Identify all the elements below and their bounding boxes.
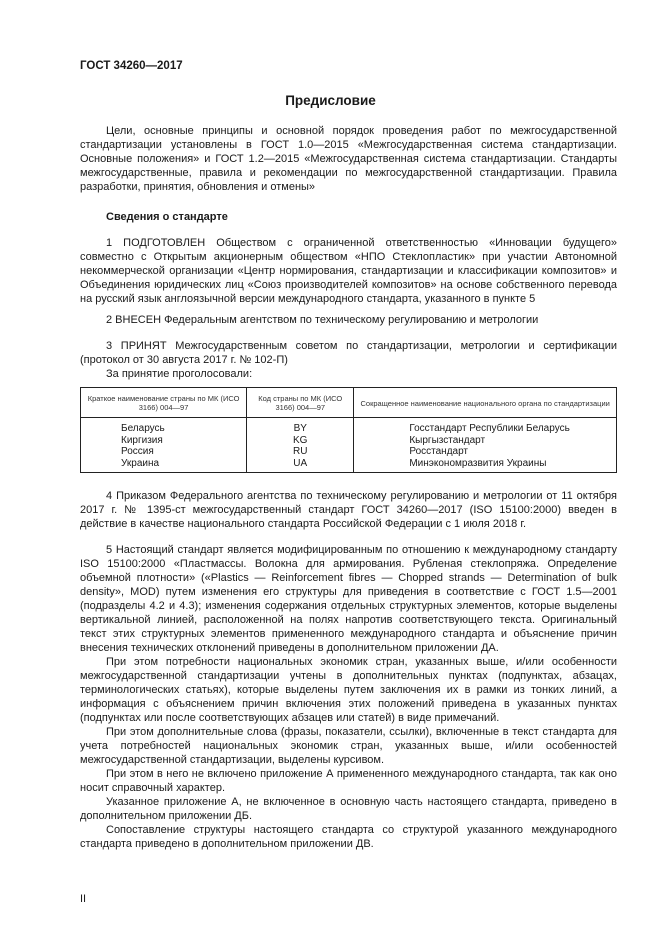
table-cell-code: UA — [247, 458, 354, 473]
item5-block — [80, 543, 617, 851]
section-heading: Сведения о стандарте — [106, 211, 228, 223]
table-cell-body: Росстандарт — [354, 446, 617, 458]
table-cell-country: Россия — [81, 446, 247, 458]
table-header-body: Сокращенное наименование национального органа по стандартизации — [354, 388, 617, 418]
words-paragraph: При этом дополнительные слова (фразы, показатели, ссылки), включенные в текст стандарта для учета потребностей национальных экономик стран, указанных выше, и/или особенностей межгосударственной стандартизации, выделены курсивом. — [80, 726, 617, 766]
item-2-paragraph: 2 ВНЕСЕН Федеральным агентством по техническому регулированию и метрологии — [106, 314, 539, 326]
item4-block — [80, 489, 617, 531]
appendix-db-paragraph: Указанное приложение А, не включенное в основную часть настоящего стандарта, приведено в дополнительном приложении ДБ. — [80, 796, 617, 822]
table-cell-code: RU — [247, 446, 354, 458]
table-cell-country: Киргизия — [81, 435, 247, 447]
item-3-paragraph: 3 ПРИНЯТ Межгосударственным советом по стандартизации, метрологии и сертификации (протокол от 30 августа 2017 г. № 102-П) — [80, 340, 617, 366]
table-cell-body: Минэкономразвития Украины — [354, 458, 617, 473]
intro-block — [80, 124, 617, 194]
table-row — [81, 458, 617, 473]
table-header-code: Код страны по МК (ИСО 3166) 004—97 — [247, 388, 354, 418]
table-row — [81, 418, 617, 435]
table-cell-body: Кыргызстандарт — [354, 435, 617, 447]
table-cell-code: BY — [247, 418, 354, 435]
table-cell-country: Беларусь — [81, 418, 247, 435]
item3-block — [80, 339, 617, 381]
table-row — [81, 446, 617, 458]
structure-paragraph: Сопоставление структуры настоящего стандарта со структурой указанного международного стандарта приведено в дополнительном приложении ДВ. — [80, 824, 617, 850]
table-header-country: Краткое наименование страны по МК (ИСО 3166) 004—97 — [81, 388, 247, 418]
table-header-row — [81, 388, 617, 418]
table-cell-code: KG — [247, 435, 354, 447]
appendix-a-paragraph: При этом в него не включено приложение А примененного международного стандарта, так как оно носит справочный характер. — [80, 768, 617, 794]
intro-paragraph: Цели, основные принципы и основной порядок проведения работ по межгосударственной стандартизации установлены в ГОСТ 1.0—2015 «Межгосударственная система стандартизации. Основные положения» и ГОСТ 1.2—2015 «Межгосударственная система стандартизации. Стандарты межгосударственные, правила и рекомендации по межгосударственной стандартизации. Правила разработки, принятия, обновления и отмены» — [80, 125, 617, 193]
needs-paragraph: При этом потребности национальных экономик стран, указанных выше, и/или особенности межгосударственной стандартизации учтены в дополнительных пунктах (подпунктах, абзацах, терминологических статьях), которые выделены путем заключения их в рамки из тонких линий, а информация с объяснением причин включения этих положений приведена в указанных пунктах (подпунктах или после соответствующих абзацев или статей) в виде примечаний. — [80, 656, 617, 724]
section-heading-block — [80, 210, 617, 224]
table-row — [81, 435, 617, 447]
table-cell-country: Украина — [81, 458, 247, 473]
voted-label: За принятие проголосовали: — [106, 368, 253, 380]
item2-block — [80, 313, 617, 327]
voting-table — [80, 387, 617, 473]
standard-designation: ГОСТ 34260—2017 — [80, 60, 183, 72]
table-cell-body: Госстандарт Республики Беларусь — [354, 418, 617, 435]
item1-block — [80, 236, 617, 306]
item-1-paragraph: 1 ПОДГОТОВЛЕН Обществом с ограниченной ответственностью «Инновации будущего» совместно с Открытым акционерным обществом «НПО Стеклопластик» при участии Автономной некоммерческой организации «Центр нормирования, стандартизации и классификации композитов» и Объединения юридических лиц «Союз производителей композитов» на основе собственного перевода на русский язык англоязычной версии международного стандарта, указанного в пункте 5 — [80, 237, 617, 305]
item-4-paragraph: 4 Приказом Федерального агентства по техническому регулированию и метрологии от 11 октября 2017 г. № 1395-ст межгосударственный стандарт ГОСТ 34260—2017 (ISO 15100:2000) введен в действие в качестве национального стандарта Российской Федерации с 1 июля 2018 г. — [80, 490, 617, 530]
page-number: II — [80, 893, 87, 905]
page-title: Предисловие — [285, 93, 376, 108]
item-5-paragraph: 5 Настоящий стандарт является модифицированным по отношению к международному стандарту ISO 15100:2000 «Пластмассы. Волокна для армирования. Рубленая стеклопряжа. Определение объемной плотности» («Plastics — Reinforcement fibres — Chopped strands — Determination of bulk density», MOD) путем изменения его структуры для приведения в соответствие с ГОСТ 1.5—2001 (подразделы 4.2 и 4.3); изменения содержания отдельных структурных элементов, которые выделены вертикальной линией, расположенной на полях напротив соответствующего текста. Оригинальный текст этих структурных элементов примененного международного стандарта и объяснение причин внесения технических отклонений приведены в дополнительном приложении ДА. — [80, 544, 617, 654]
